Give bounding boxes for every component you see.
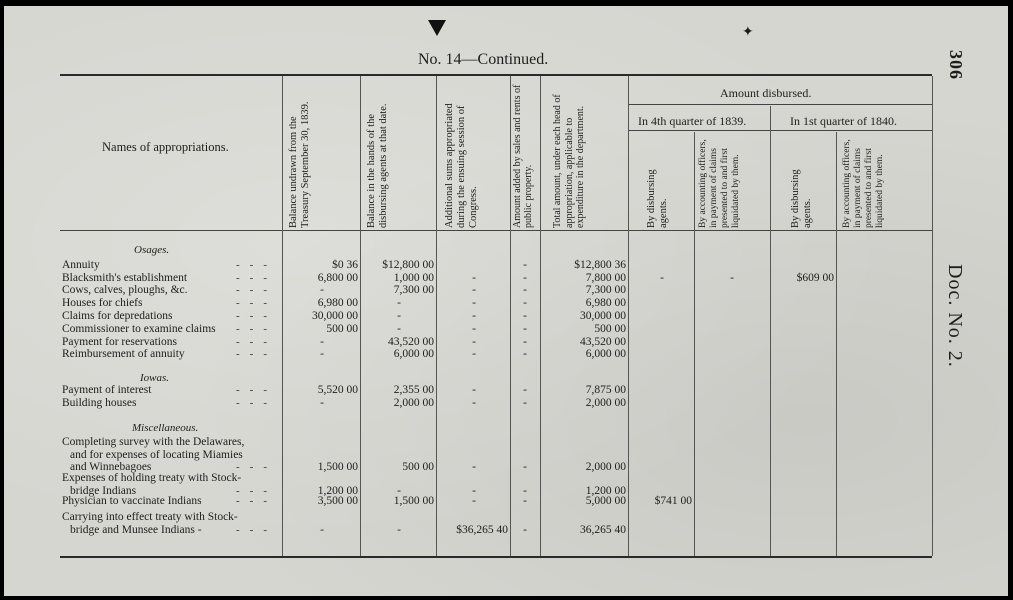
disbursed-rule <box>628 104 932 105</box>
cell-q1-agents: $609 00 <box>796 272 834 284</box>
row-name: Expenses of holding treaty with Stock- <box>62 472 242 484</box>
leader-dashes: --- <box>236 259 277 271</box>
cell-undrawn: $0 36 <box>332 259 358 271</box>
additional-sums-header: Additional sums appropriated during the ensuing session of Congress. <box>444 103 479 228</box>
cell-total: 36,265 40 <box>580 523 626 536</box>
leader-dashes: --- <box>236 310 277 322</box>
cell-additional: - <box>472 284 476 296</box>
cell-undrawn: 6,800 00 <box>317 272 358 284</box>
cell-q4-agents: $741 00 <box>654 495 692 507</box>
row-name: Building houses <box>62 397 137 409</box>
cell-agents: 2,000 00 <box>393 397 434 409</box>
cell-agents: 500 00 <box>402 461 434 473</box>
cell-additional: - <box>472 310 476 322</box>
row-name: Blacksmith's establishment <box>62 272 188 284</box>
table-title: No. 14—Continued. <box>418 51 549 68</box>
row-name: Houses for chiefs <box>62 297 143 309</box>
cell-added: - <box>523 397 527 409</box>
leader-dashes: --- <box>236 284 277 296</box>
leader-dashes: --- <box>236 495 277 507</box>
row-name: Annuity <box>62 259 100 271</box>
leader-dashes: --- <box>236 461 277 473</box>
row-name: Carrying into effect treaty with Stock- <box>62 511 238 523</box>
leader-dashes: --- <box>236 272 277 284</box>
cell-total: 5,000 00 <box>585 495 626 507</box>
cell-additional: $36,265 40 <box>456 523 508 536</box>
cell-added: - <box>523 259 527 271</box>
col-divider <box>436 76 437 556</box>
cell-agents: 1,500 00 <box>393 495 434 507</box>
cell-total: 7,875 00 <box>585 384 626 396</box>
cell-additional: - <box>472 323 476 335</box>
leader-dashes: --- <box>236 523 277 536</box>
q1-officers-header: By accounting officers, in payment of claims presented to and first liquidated by them. <box>842 139 885 228</box>
balance-agents-header: Balance in the hands of the disbursing agents at that date. <box>366 103 389 228</box>
col-divider <box>694 132 695 556</box>
document-label: Doc. No. 2. <box>944 264 966 368</box>
cell-additional: - <box>472 336 476 348</box>
cell-agents: 6,000 00 <box>393 348 434 360</box>
cell-added: - <box>523 495 527 507</box>
cell-undrawn: - <box>320 397 324 409</box>
cell-undrawn: 1,200 00 <box>317 484 358 497</box>
row-name-continued: bridge Indians <box>70 484 137 497</box>
cell-total: $12,800 36 <box>574 259 626 271</box>
cell-agents: $12,800 00 <box>382 259 434 271</box>
cell-added: - <box>523 461 527 473</box>
cell-agents: - <box>397 523 401 536</box>
cell-undrawn: 5,520 00 <box>317 384 358 396</box>
cell-added: - <box>523 484 527 497</box>
cell-q4-agents: - <box>660 272 664 284</box>
q4-1839-header: In 4th quarter of 1839. <box>638 114 747 128</box>
row-name: Commissioner to examine claims <box>62 323 216 335</box>
cell-total: 30,000 00 <box>580 310 626 322</box>
cell-agents: - <box>397 484 401 497</box>
cell-additional: - <box>472 272 476 284</box>
cell-added: - <box>523 523 527 536</box>
cell-added: - <box>523 297 527 309</box>
cell-q4-officers: - <box>730 272 734 284</box>
row-name: Cows, calves, ploughs, &c. <box>62 284 188 296</box>
cell-undrawn: - <box>320 523 324 536</box>
cell-agents: - <box>397 297 401 309</box>
cell-agents: 2,355 00 <box>393 384 434 396</box>
col-divider <box>282 76 283 556</box>
amount-disbursed-header: Amount disbursed. <box>720 86 812 100</box>
cell-additional: - <box>472 461 476 473</box>
cell-undrawn: 500 00 <box>326 323 358 335</box>
cell-undrawn: 30,000 00 <box>312 310 358 322</box>
q4-officers-header: By accounting officers, in payment of claims presented to and first liquidated by them. <box>698 139 741 228</box>
leader-dashes: --- <box>236 297 277 309</box>
triangle-marker-icon <box>428 20 446 36</box>
cell-added: - <box>523 348 527 360</box>
cell-total: 1,200 00 <box>585 484 626 497</box>
cell-total: 43,520 00 <box>580 336 626 348</box>
cell-added: - <box>523 384 527 396</box>
header-bottom-rule <box>60 230 932 231</box>
row-name: Completing survey with the Delawares, <box>62 436 245 448</box>
cell-added: - <box>523 336 527 348</box>
cell-undrawn: - <box>320 284 324 296</box>
cell-added: - <box>523 284 527 296</box>
cell-total: 2,000 00 <box>585 461 626 473</box>
cell-additional: - <box>472 384 476 396</box>
leader-dashes: --- <box>236 397 277 409</box>
col-divider <box>540 76 541 556</box>
cell-additional: - <box>472 397 476 409</box>
cell-undrawn: 3,500 00 <box>317 495 358 507</box>
cell-agents: - <box>397 323 401 335</box>
cell-total: 7,300 00 <box>585 284 626 296</box>
col-divider <box>628 76 629 556</box>
row-name-continued: and for expenses of locating Miamies <box>70 448 243 461</box>
col-divider <box>360 76 361 556</box>
group-heading-osages: Osages. <box>134 244 170 256</box>
total-amount-header: Total amount, under each head of appropriation, applicable to expenditure in the department. <box>552 94 586 228</box>
cell-agents: - <box>397 310 401 322</box>
row-name: Payment for reservations <box>62 336 177 348</box>
col-divider <box>510 76 511 556</box>
cell-added: - <box>523 323 527 335</box>
leader-dashes: --- <box>236 384 277 396</box>
cell-agents: 43,520 00 <box>388 336 434 348</box>
row-name: Payment of interest <box>62 384 152 396</box>
cell-total: 7,800 00 <box>585 272 626 284</box>
col-divider <box>770 106 771 556</box>
cell-additional: - <box>472 495 476 507</box>
star-marker-icon: ✦ <box>742 25 754 40</box>
row-name: Physician to vaccinate Indians <box>62 495 202 507</box>
leader-dashes: --- <box>236 484 277 497</box>
row-name: Reimbursement of annuity <box>62 348 185 360</box>
cell-additional: - <box>472 297 476 309</box>
group-heading-misc: Miscellaneous. <box>132 422 199 434</box>
cell-undrawn: - <box>320 336 324 348</box>
q1-1840-header: In 1st quarter of 1840. <box>790 114 897 128</box>
table-top-rule <box>60 74 932 76</box>
q4-agents-header: By disbursing agents. <box>646 169 669 228</box>
names-column-header: Names of appropriations. <box>102 140 229 154</box>
cell-undrawn: 6,980 00 <box>317 297 358 309</box>
cell-total: 6,980 00 <box>585 297 626 309</box>
quarter-rule <box>628 130 932 131</box>
leader-dashes: --- <box>236 348 277 360</box>
cell-agents: 1,000 00 <box>393 272 434 284</box>
col-divider <box>932 76 933 556</box>
cell-undrawn: 1,500 00 <box>317 461 358 473</box>
row-name-continued: bridge and Munsee Indians - <box>70 523 202 536</box>
q1-agents-header: By disbursing agents. <box>790 169 813 228</box>
col-divider <box>836 132 837 556</box>
page-number: 306 <box>946 50 966 80</box>
group-heading-iowas: Iowas. <box>140 372 170 384</box>
leader-dashes: --- <box>236 336 277 348</box>
cell-total: 500 00 <box>594 323 626 335</box>
cell-undrawn: - <box>320 348 324 360</box>
table-bottom-rule <box>60 556 932 558</box>
cell-total: 6,000 00 <box>585 348 626 360</box>
cell-added: - <box>523 272 527 284</box>
cell-total: 2,000 00 <box>585 397 626 409</box>
cell-agents: 7,300 00 <box>393 284 434 296</box>
document-page <box>4 6 1008 596</box>
cell-additional: - <box>472 348 476 360</box>
cell-additional: - <box>472 484 476 497</box>
leader-dashes: --- <box>236 323 277 335</box>
amount-added-header: Amount added by sales and rents of public property. <box>512 84 534 228</box>
row-name-continued: and Winnebagoes <box>70 461 152 473</box>
row-name: Claims for depredations <box>62 310 173 322</box>
cell-added: - <box>523 310 527 322</box>
balance-undrawn-header: Balance undrawn from the Treasury September 30, 1839. <box>288 101 311 228</box>
